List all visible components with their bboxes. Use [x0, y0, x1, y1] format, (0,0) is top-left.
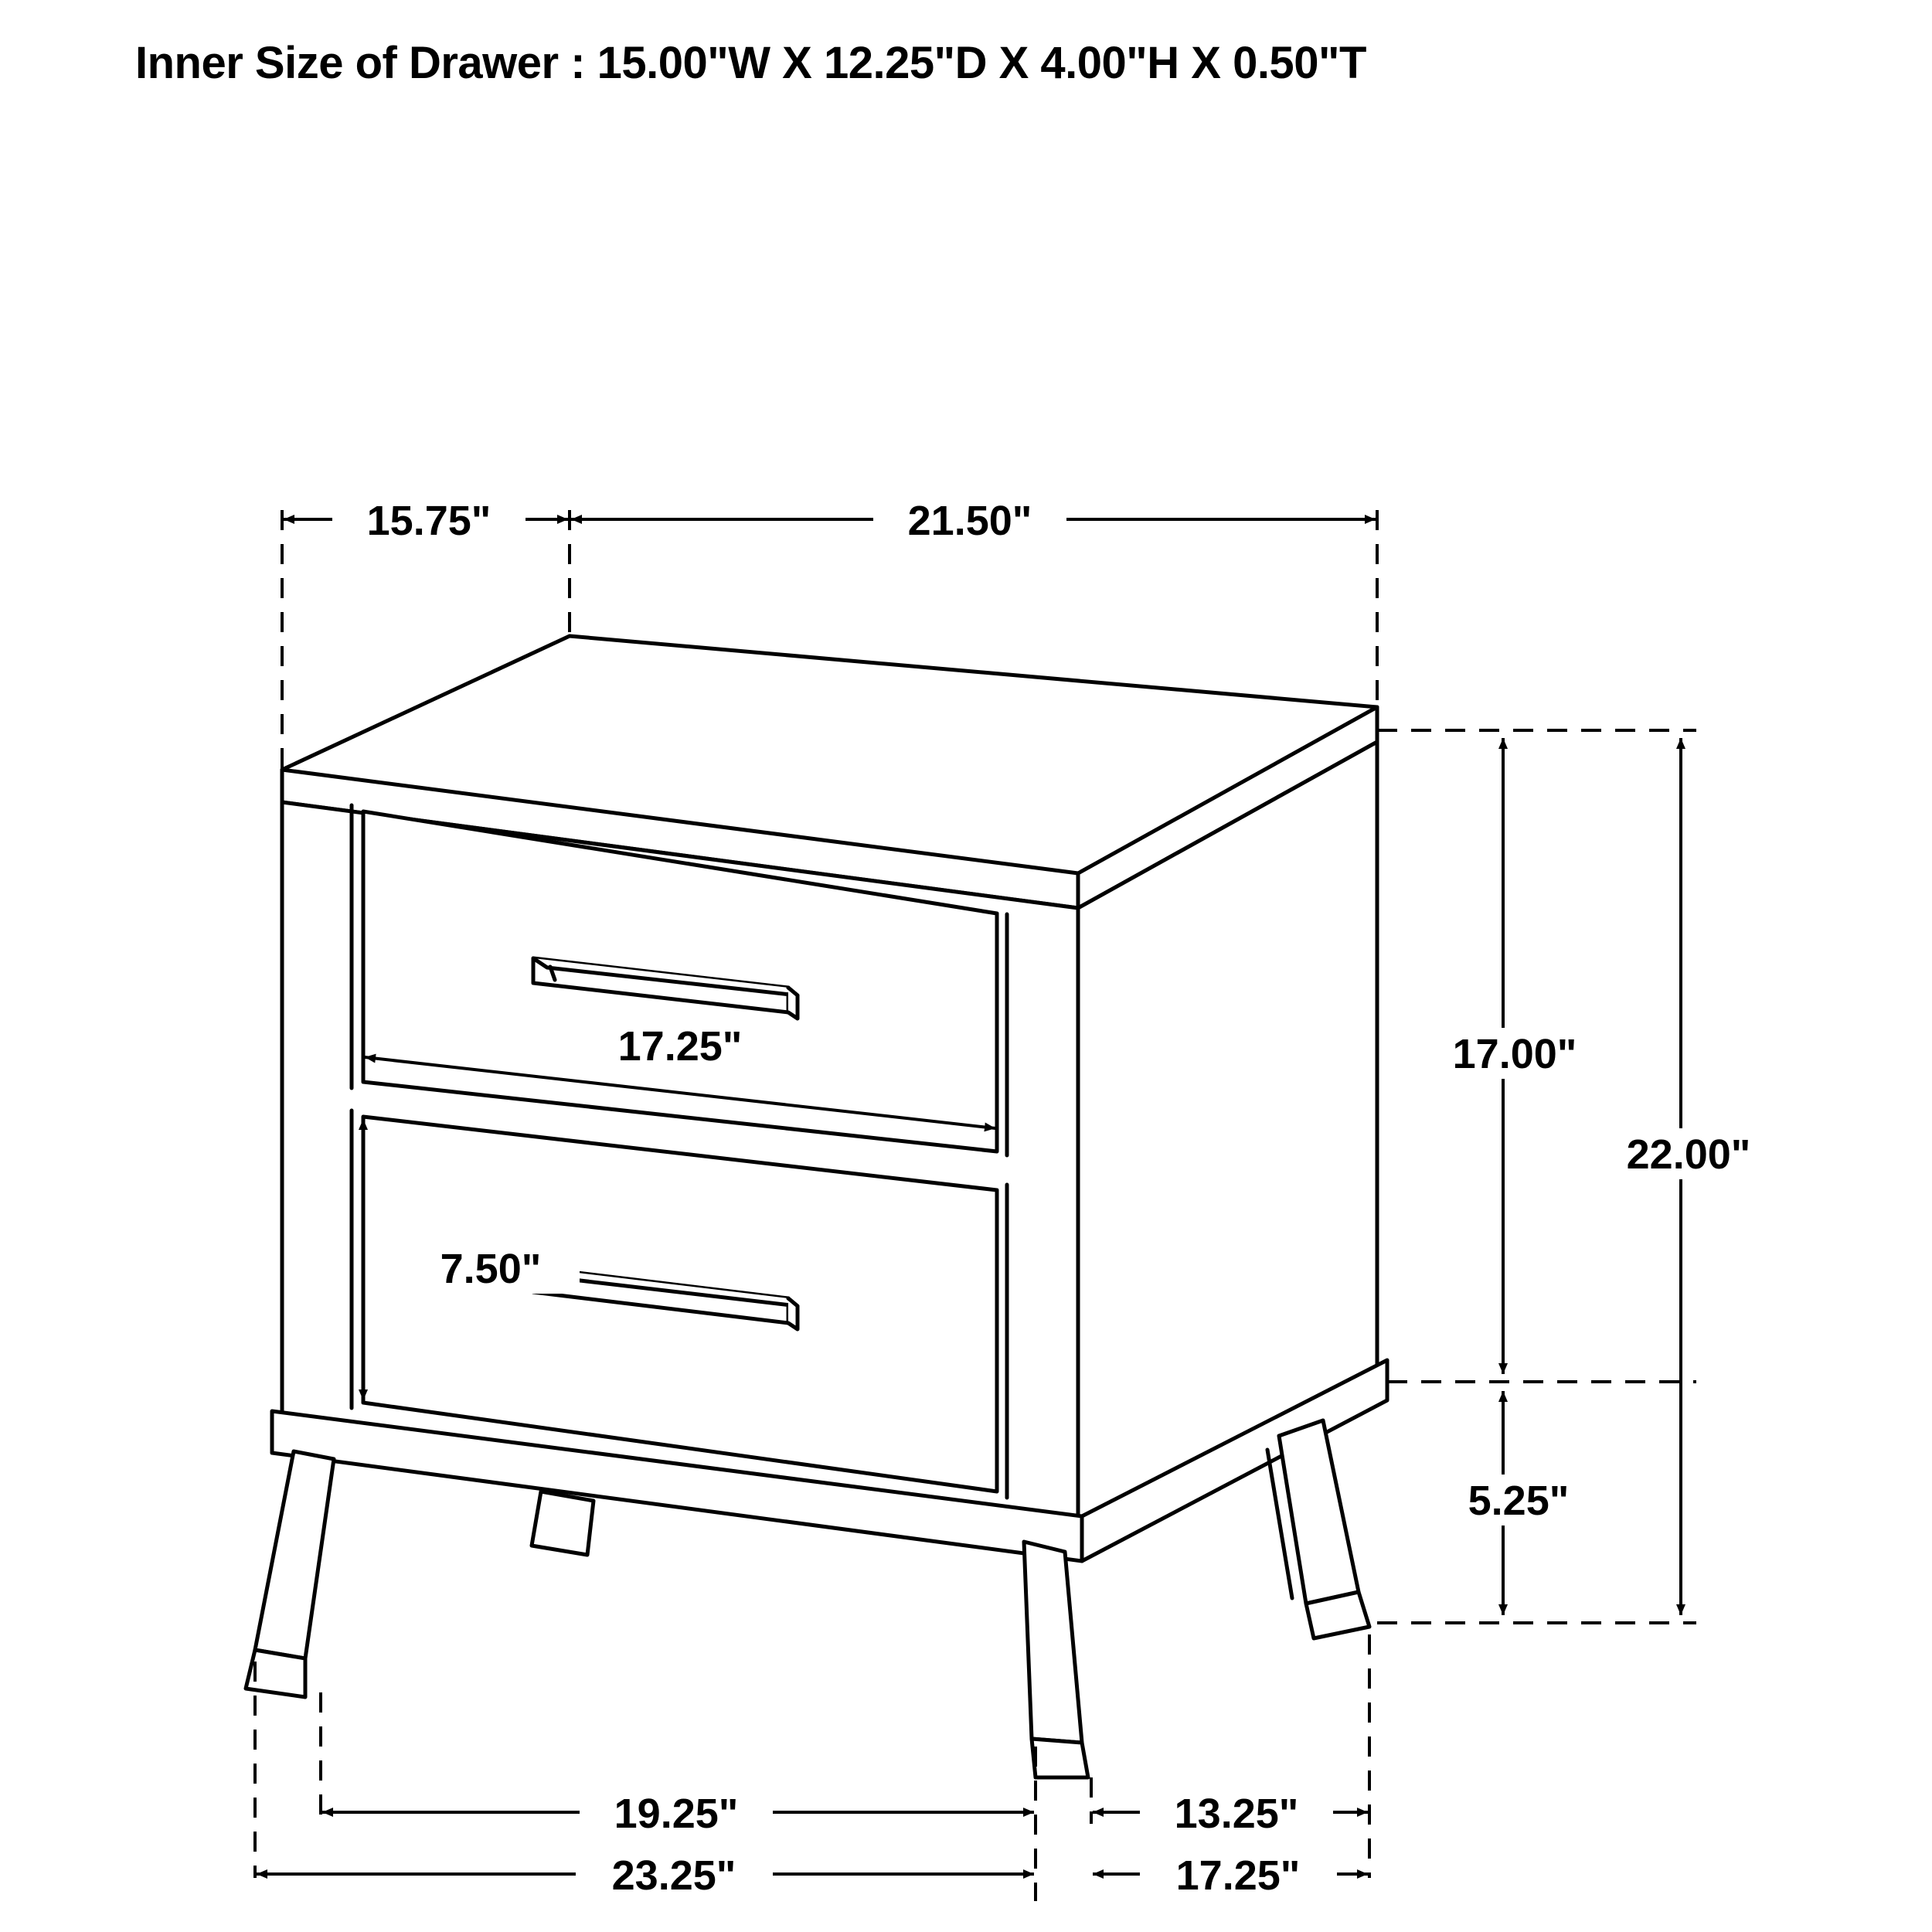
nightstand-body — [246, 636, 1387, 1777]
leg-front-right-foot — [1032, 1739, 1088, 1777]
dim-label-overall-width: 23.25" — [611, 1852, 736, 1899]
dim-label-depth-top: 15.75" — [366, 498, 492, 544]
leg-front-left — [255, 1451, 334, 1658]
dim-label-overall-height: 22.00" — [1626, 1131, 1751, 1178]
lower-drawer-handle-cap — [788, 1298, 798, 1329]
dim-label-lower-drawer-height: 7.50" — [440, 1246, 542, 1292]
page-title: Inner Size of Drawer : 15.00"W X 12.25"D X 4.00"H X 0.50"T — [135, 38, 1366, 88]
dim-label-leg-span-front: 19.25" — [614, 1791, 739, 1837]
leg-side-right — [1279, 1420, 1359, 1604]
leg-rear-center — [532, 1492, 594, 1555]
dim-label-overall-depth: 17.25" — [1175, 1852, 1301, 1899]
dim-label-drawer-front-width: 17.25" — [617, 1023, 743, 1070]
dim-label-width-top: 21.50" — [907, 498, 1032, 544]
dim-label-case-height: 17.00" — [1452, 1031, 1577, 1077]
upper-drawer-handle-cap — [788, 988, 798, 1019]
leg-front-right — [1024, 1542, 1082, 1743]
dim-label-leg-height: 5.25" — [1468, 1478, 1570, 1524]
dim-label-leg-span-side: 13.25" — [1174, 1791, 1299, 1837]
